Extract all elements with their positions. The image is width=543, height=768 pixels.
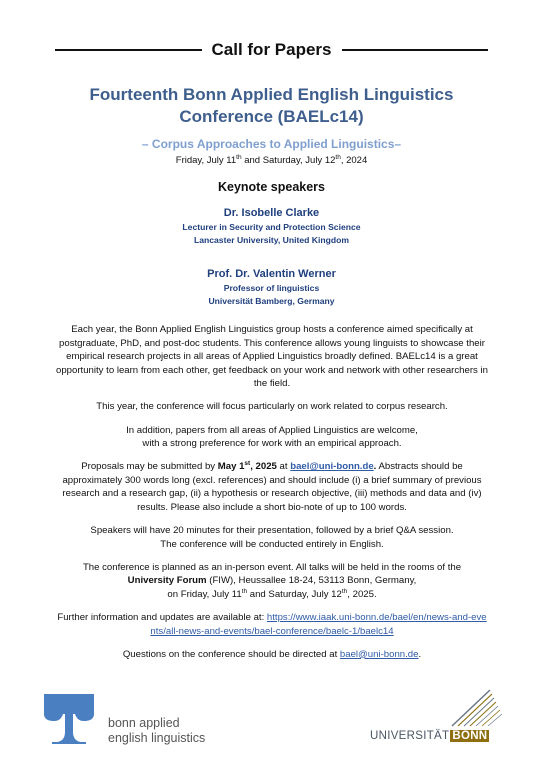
venue-date-sup: th	[241, 587, 248, 595]
call-for-papers-label: Call for Papers	[211, 40, 332, 59]
venue-address: (FIW), Heussallee 18-24, 53113 Bonn, Germany,	[206, 575, 417, 587]
venue-date-sup: th	[341, 587, 348, 595]
bael-logo-mark-icon	[40, 690, 98, 746]
bael-logo-line1: bonn applied	[108, 716, 180, 730]
contact-email-link[interactable]: bael@uni-bonn.de	[339, 648, 419, 660]
contact-pre: Questions on the conference should be directed at	[122, 648, 340, 660]
deadline-year: , 2025	[250, 461, 277, 473]
venue-date-part: and Saturday, July 12	[247, 589, 342, 600]
venue-line1: The conference is planned as an in-person event. All talks will be held in the rooms of the	[82, 561, 462, 573]
info-paragraph	[56, 611, 488, 638]
dates-part: and Saturday, July 12	[241, 155, 336, 166]
call-for-papers-header	[55, 38, 488, 62]
contact-dot: .	[418, 648, 422, 660]
info-pre: Further information and updates are available at:	[57, 612, 267, 624]
contact-paragraph	[56, 648, 488, 662]
university-bonn-text: UNIVERSITÄT	[370, 730, 450, 742]
dates-part: , 2024	[340, 155, 368, 166]
university-bonn-mark-icon	[360, 688, 510, 728]
venue-name: University Forum	[127, 575, 207, 587]
bael-logo-text	[108, 716, 205, 746]
format-line2: The conference will be conducted entirely in English.	[160, 538, 384, 550]
header-rule-right	[342, 49, 489, 51]
speaker-name: Dr. Isobelle Clarke	[223, 207, 320, 219]
conference-title-line1: Fourteenth Bonn Applied English Linguistics	[89, 85, 454, 104]
submission-dot: .	[373, 461, 377, 473]
keynote-heading: Keynote speakers	[217, 180, 325, 194]
speaker-affiliation: Lancaster University, United Kingdom	[193, 235, 350, 245]
university-bonn-logo	[360, 688, 510, 754]
intro-paragraph: Each year, the Bonn Applied English Linguistics group hosts a conference aimed specifically at postgraduate, PhD, and post-doc students. This conference allows young linguists to showcase their empirical research projects in all areas of Applied Linguistics broadly defined. BAELc14 is a great opportunity to learn from each other, get feedback on your work and network with other researchers in the field.	[56, 324, 488, 390]
university-bonn-wordmark	[370, 730, 489, 742]
keynote-speaker-2	[40, 268, 503, 308]
info-url-link[interactable]: https://www.iaak.uni-bonn.de/bael/en/news-and-events/all-news-and-events/bael-conference/baelc-1/baelc14	[150, 612, 487, 637]
deadline	[218, 461, 277, 472]
conference-title	[40, 84, 503, 128]
submission-pre: Proposals may be submitted by	[81, 461, 218, 473]
submission-email-link[interactable]: bael@uni-bonn.de	[290, 461, 374, 473]
speaker-role: Professor of linguistics	[223, 283, 320, 293]
dates-sup: th	[335, 153, 341, 161]
format-line1: Speakers will have 20 minutes for their presentation, followed by a brief Q&A session.	[90, 525, 454, 537]
submission-at: at	[276, 461, 291, 473]
submission-paragraph	[56, 460, 488, 514]
deadline-date: May 1	[217, 461, 245, 473]
scope-paragraph	[56, 424, 488, 451]
submission-details: Abstracts should be approximately 300 words long (excl. references) and should include (i) a brief summary of previous research and a research gap, (ii) a hypothesis or research objective, (iii) methods and data and (iv) results. Please also include a short bio-note of up to 100 words.	[62, 461, 482, 514]
venue-date-part: , 2025.	[347, 589, 377, 600]
bael-logo	[40, 690, 240, 750]
scope-line2: with a strong preference for work with an empirical approach.	[142, 438, 402, 450]
speaker-name: Prof. Dr. Valentin Werner	[207, 268, 336, 280]
conference-title-line2: Conference (BAELc14)	[179, 107, 364, 126]
conference-subtitle: – Corpus Approaches to Applied Linguistics–	[141, 137, 402, 151]
speaker-role: Lecturer in Security and Protection Science	[182, 222, 361, 232]
venue-date-part: on Friday, July 11	[167, 589, 242, 600]
conference-dates	[40, 155, 503, 166]
venue-paragraph	[56, 561, 488, 602]
format-paragraph	[56, 524, 488, 551]
speaker-affiliation: Universität Bamberg, Germany	[208, 296, 335, 306]
scope-line1: In addition, papers from all areas of Applied Linguistics are welcome,	[126, 424, 418, 436]
dates-sup: th	[236, 153, 242, 161]
header-rule-left	[55, 49, 202, 51]
keynote-speaker-1	[40, 207, 503, 247]
call-body	[56, 323, 488, 671]
deadline-sup: st	[244, 460, 251, 468]
bael-logo-line2: english linguistics	[108, 731, 206, 745]
dates-part: Friday, July 11	[175, 155, 237, 166]
university-bonn-badge: BONN	[452, 730, 488, 742]
focus-paragraph: This year, the conference will focus particularly on work related to corpus research.	[96, 401, 448, 413]
